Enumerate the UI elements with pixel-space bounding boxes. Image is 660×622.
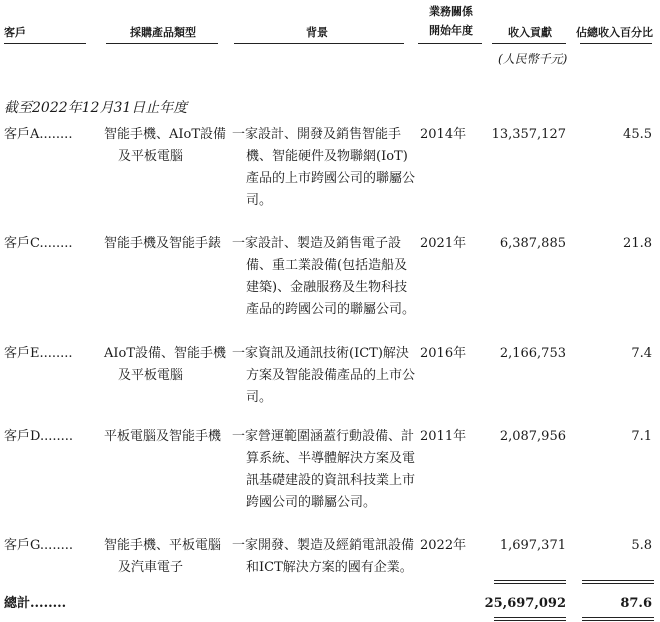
header-rule-percent xyxy=(580,43,652,44)
header-rule-start-year xyxy=(418,43,482,44)
customer-name: 客戶E........ xyxy=(4,346,73,361)
header-rule-customer xyxy=(4,43,86,44)
background-line: 一家設計、開發及銷售智能手 xyxy=(232,127,402,142)
start-year: 2021年 xyxy=(420,236,467,251)
start-year: 2016年 xyxy=(420,346,467,361)
customer-name: 客戶D........ xyxy=(4,429,74,444)
header-start-year-line1: 業務關係 xyxy=(429,5,473,18)
percent-value: 21.8 xyxy=(623,236,652,251)
background-line: 備、重工業設備(包括造船及 xyxy=(246,258,408,273)
revenue-value: 2,166,753 xyxy=(499,346,566,361)
product-type-line: 平板電腦及智能手機 xyxy=(104,429,222,444)
header-rule-revenue xyxy=(492,43,566,44)
header-revenue: 收入貢獻 xyxy=(508,26,552,39)
revenue-value: 1,697,371 xyxy=(499,538,566,553)
revenue-value: 6,387,885 xyxy=(499,236,566,251)
total-percent: 87.6 xyxy=(620,596,652,611)
total-bottom-rule-percent xyxy=(582,617,654,621)
product-type-line: 及汽車電子 xyxy=(118,560,184,575)
customer-name: 客戶A........ xyxy=(4,127,73,142)
header-rule-product xyxy=(106,43,218,44)
start-year: 2014年 xyxy=(420,127,467,142)
header-percent: 佔總收入百分比 xyxy=(576,26,653,39)
background-line: 跨國公司的聯屬公司。 xyxy=(246,495,377,510)
background-line: 訊基礎建設的資訊科技業上市 xyxy=(246,473,416,488)
background-line: 算系統、半導體解決方案及電 xyxy=(246,451,416,466)
product-type-line: 及平板電腦 xyxy=(118,149,184,164)
percent-value: 7.1 xyxy=(631,429,652,444)
header-customer: 客戶 xyxy=(4,26,26,39)
percent-value: 7.4 xyxy=(631,346,652,361)
background-line: 產品的跨國公司的聯屬公司。 xyxy=(246,302,416,317)
revenue-value: 13,357,127 xyxy=(491,127,566,142)
background-line: 和ICT解決方案的國有企業。 xyxy=(246,560,413,575)
product-type-line: 智能手機及智能手錶 xyxy=(104,236,222,251)
period-label: 截至2022年12月31日止年度 xyxy=(4,100,188,116)
background-line: 產品的上市跨國公司的聯屬公 xyxy=(246,171,416,186)
percent-value: 5.8 xyxy=(631,538,652,553)
product-type-line: 及平板電腦 xyxy=(118,368,184,383)
total-rule-revenue xyxy=(494,580,566,584)
product-type-line: 智能手機、AIoT設備 xyxy=(104,127,227,142)
percent-value: 45.5 xyxy=(623,127,652,142)
header-background: 背景 xyxy=(306,26,328,39)
product-type-line: AIoT設備、智能手機 xyxy=(104,346,227,361)
background-line: 一家營運範圍涵蓋行動設備、計 xyxy=(232,429,415,444)
header-product: 採購產品類型 xyxy=(130,26,196,39)
background-line: 一家開發、製造及經銷電訊設備 xyxy=(232,538,415,553)
unit-label: (人民幣千元) xyxy=(498,52,568,66)
customer-name: 客戶G........ xyxy=(4,538,73,553)
background-line: 一家設計、製造及銷售電子設 xyxy=(232,236,402,251)
start-year: 2022年 xyxy=(420,538,467,553)
total-rule-percent xyxy=(582,580,654,584)
total-bottom-rule-revenue xyxy=(494,617,566,621)
total-label: 總計........ xyxy=(4,596,67,611)
header-rule-background xyxy=(234,43,404,44)
background-line: 司。 xyxy=(246,390,273,405)
customer-name: 客戶C........ xyxy=(4,236,73,251)
header-start-year-line2: 開始年度 xyxy=(429,24,473,37)
total-revenue: 25,697,092 xyxy=(484,596,566,611)
start-year: 2011年 xyxy=(420,429,467,444)
background-line: 司。 xyxy=(246,193,273,208)
background-line: 一家資訊及通訊技術(ICT)解決 xyxy=(232,346,409,361)
background-line: 建築)、金融服務及生物科技 xyxy=(246,280,408,295)
background-line: 機、智能硬件及物聯網(IoT) xyxy=(246,149,408,164)
product-type-line: 智能手機、平板電腦 xyxy=(104,538,222,553)
background-line: 方案及智能設備產品的上市公 xyxy=(246,368,416,383)
revenue-value: 2,087,956 xyxy=(499,429,566,444)
